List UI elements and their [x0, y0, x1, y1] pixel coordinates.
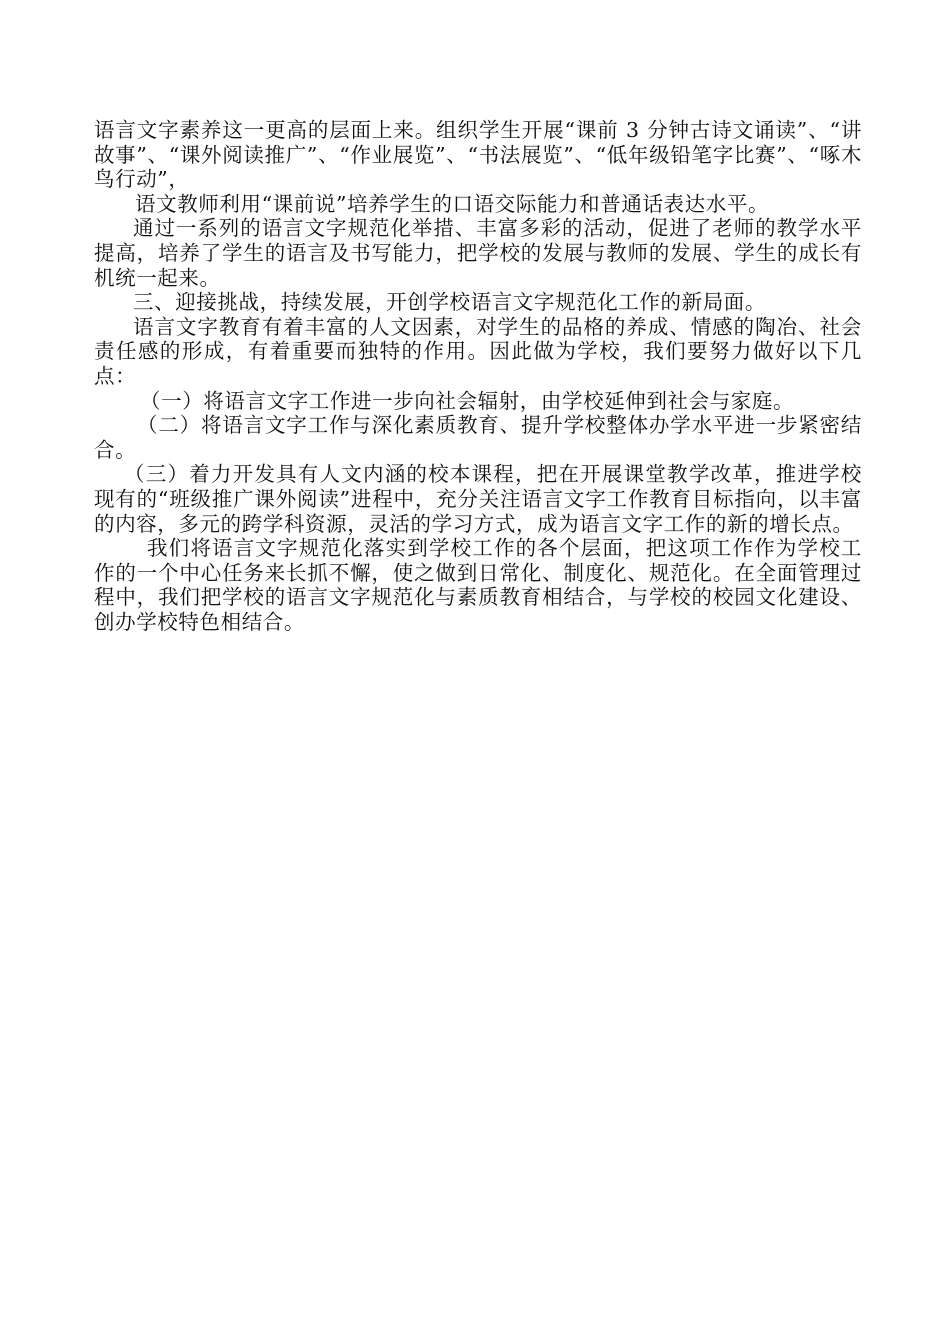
- list-item-one: （一）将语言文字工作进一步向社会辐射，由学校延伸到社会与家庭。: [140, 388, 795, 413]
- paragraph-chinese-teachers: 语文教师利用“课前说”培养学生的口语交际能力和普通话表达水平。: [135, 191, 770, 216]
- paragraph-conclusion: 我们将语言文字规范化落实到学校工作的各个层面，把这项工作作为学校工作的一个中心任务来长抓不懈，使之做到日常化、制度化、规范化。在全面管理过程中，我们把学校的语言文字规范化与素质教育相结合，与学校的校园文化建设、创办学校特色相结合。: [94, 536, 862, 634]
- section-heading-three: 三、迎接挑战，持续发展，开创学校语言文字规范化工作的新局面。: [133, 290, 766, 315]
- list-item-three: （三）着力开发具有人文内涵的校本课程，把在开展课堂教学改革，推进学校现有的“班级推广课外阅读”进程中，充分关注语言文字工作教育目标指向，以丰富的内容，多元的跨学科资源，灵活的学习方式，成为语言文字工作的新的增长点。: [94, 462, 862, 536]
- paragraph-humanities: 语言文字教育有着丰富的人文因素，对学生的品格的养成、情感的陶冶、社会责任感的形成，有着重要而独特的作用。因此做为学校，我们要努力做好以下几点：: [94, 314, 862, 388]
- document-body: [94, 118, 862, 634]
- list-item-two: （二）将语言文字工作与深化素质教育、提升学校整体办学水平进一步紧密结合。: [94, 413, 862, 462]
- paragraph-activities: 语言文字素养这一更高的层面上来。组织学生开展“课前 3 分钟古诗文诵读”、“讲故事”、“课外阅读推广”、“作业展览”、“书法展览”、“低年级铅笔字比赛”、“啄木鸟行动”，: [94, 118, 862, 192]
- paragraph-results: 通过一系列的语言文字规范化举措、丰富多彩的活动，促进了老师的教学水平提高，培养了学生的语言及书写能力，把学校的发展与教师的发展、学生的成长有机统一起来。: [94, 216, 862, 290]
